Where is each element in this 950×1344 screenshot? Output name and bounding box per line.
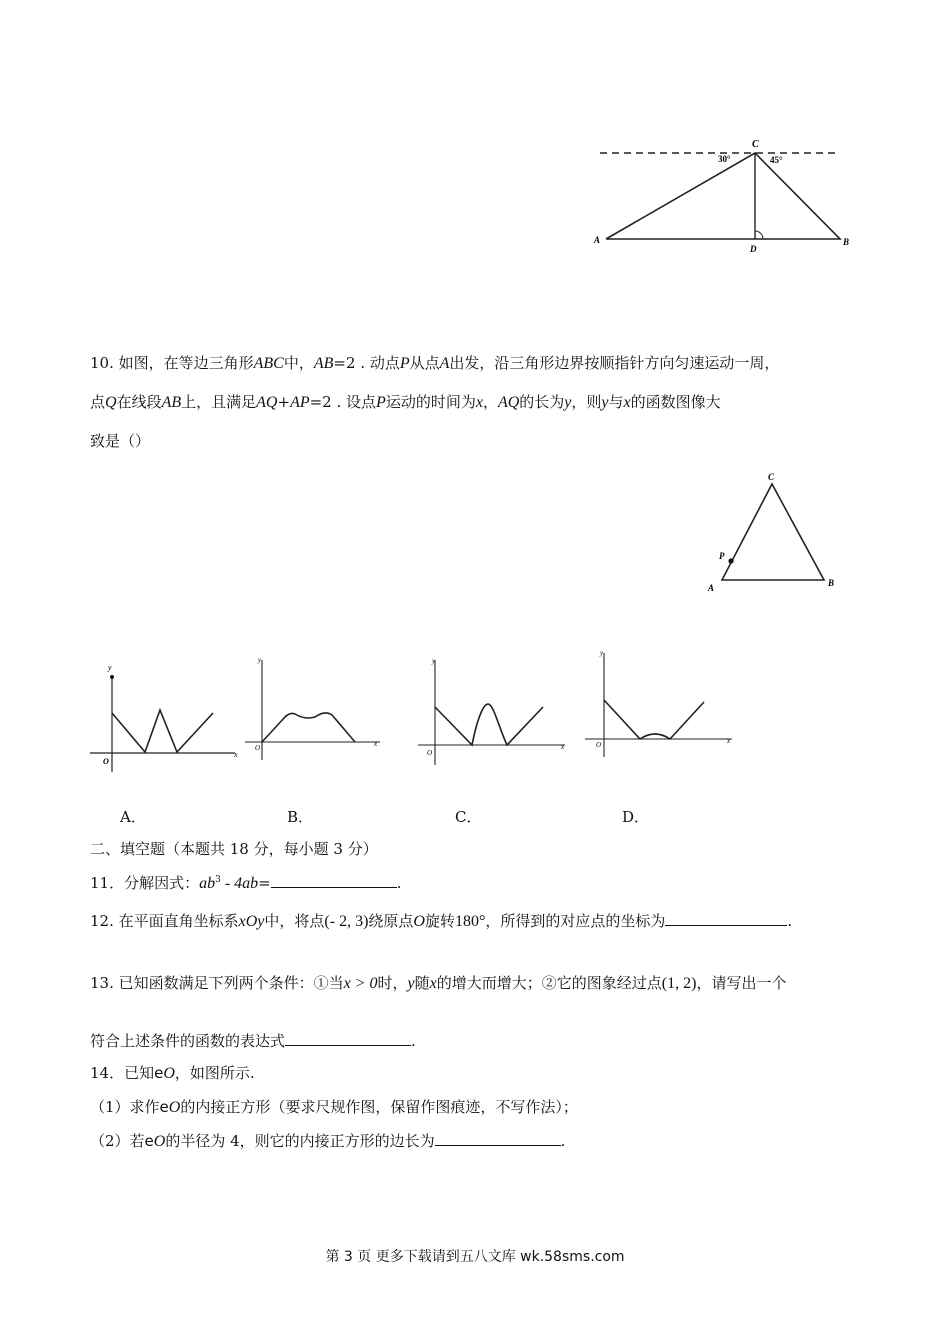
- graph-a-curve: [112, 710, 213, 752]
- angle-30: 30°: [718, 154, 731, 164]
- page-footer: 第 3 页 更多下载请到五八文库 wk.58sms.com: [325, 1249, 625, 1265]
- q12: 12. 在平面直角坐标系xOy中，将点(- 2, 3)绕原点O旋转180°，所得到的对应点的坐标为 .: [90, 912, 793, 930]
- triangle-abc-equilateral: [722, 484, 824, 580]
- option-d: D．: [622, 808, 650, 826]
- label-a: A: [594, 235, 601, 245]
- svg-text:y: y: [258, 656, 262, 664]
- label-a: A: [708, 583, 715, 593]
- svg-text:x: x: [374, 740, 378, 748]
- graph-c-curve: [435, 704, 543, 745]
- svg-text:O: O: [255, 744, 261, 752]
- q14-line1: 14．已知eO，如图所示.: [90, 1064, 255, 1082]
- option-b: B．: [287, 808, 314, 826]
- q10-line3: 致是（）: [90, 432, 151, 450]
- q14-part2: （2）若eO的半径为 4，则它的内接正方形的边长为 .: [90, 1132, 566, 1150]
- label-b: B: [828, 578, 835, 588]
- graph-option-d: [582, 645, 737, 760]
- svg-text:y: y: [432, 657, 436, 665]
- label-d: D: [750, 244, 757, 254]
- svg-text:O: O: [103, 757, 109, 766]
- graph-b-curve: [262, 713, 355, 742]
- triangle-abc: [606, 153, 840, 239]
- svg-text:x: x: [727, 737, 731, 745]
- svg-text:x: x: [234, 750, 238, 759]
- angle-45: 45°: [770, 155, 783, 165]
- label-c: C: [768, 472, 775, 482]
- q10-line1: 10. 如图，在等边三角形ABC中，AB=2 . 动点P从点A出发，沿三角形边界按顺指针方向匀速运动一周，: [90, 354, 780, 372]
- svg-text:x: x: [561, 743, 565, 751]
- label-b: B: [843, 237, 850, 247]
- q13-line2: 符合上述条件的函数的表达式 .: [90, 1032, 416, 1050]
- svg-text:O: O: [596, 741, 602, 749]
- q11: 11．分解因式：$ab^3 - 4ab=$ .: [90, 874, 402, 892]
- svg-text:O: O: [427, 749, 433, 757]
- graph-d-curve: [604, 700, 704, 739]
- option-a: A．: [120, 808, 146, 826]
- q13-line1: 13. 已知函数满足下列两个条件：①当x > 0时，y随x的增大而增大；②它的图象经过点(1, 2)，请写出一个: [90, 974, 787, 992]
- graph-option-a: [85, 660, 240, 775]
- graph-option-b: [240, 650, 385, 765]
- label-p: P: [719, 551, 725, 561]
- label-c: C: [752, 139, 759, 150]
- svg-text:y: y: [108, 663, 112, 672]
- q10-line2: 点Q在线段AB上，且满足AQ+AP=2 . 设点P运动的时间为x，AQ的长为y，则y与x的函数图像大: [90, 393, 721, 411]
- svg-text:y: y: [600, 649, 604, 657]
- point-p: [728, 558, 733, 563]
- q14-part1: （1）求作eO的内接正方形（要求尺规作图，保留作图痕迹，不写作法）；: [90, 1098, 578, 1116]
- section-2-heading: 二、填空题（本题共 18 分，每小题 3 分）: [90, 840, 378, 858]
- option-c: C．: [455, 808, 482, 826]
- figure-triangle-abc-height: [590, 135, 850, 260]
- graph-option-c: [415, 655, 570, 770]
- figure-equilateral-triangle: [700, 470, 850, 598]
